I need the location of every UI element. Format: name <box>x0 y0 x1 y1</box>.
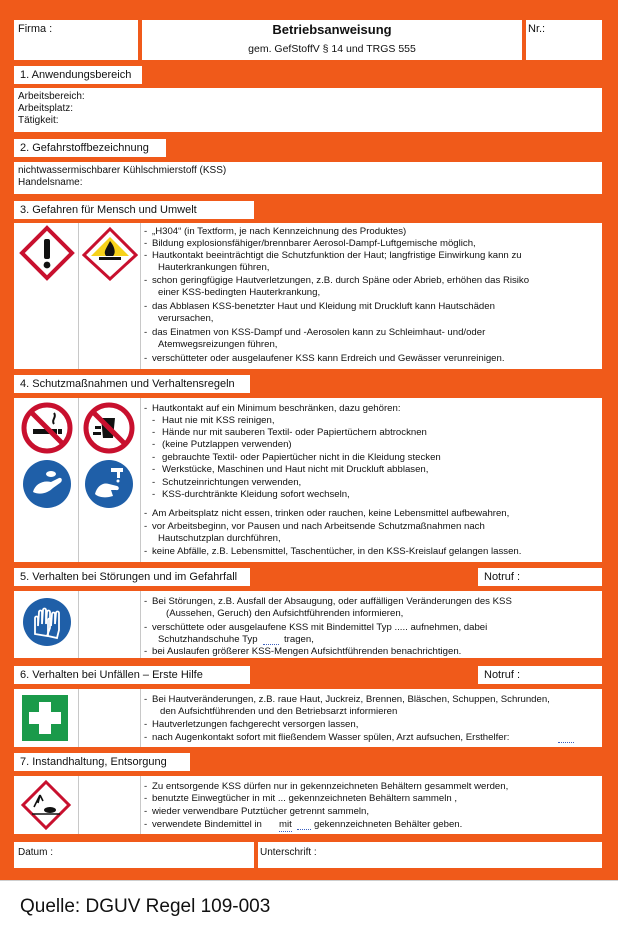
dash: - <box>144 646 148 657</box>
binder-container-blank[interactable]: mit <box>279 819 292 830</box>
bullet-gloves-type: Schutzhandschuhe Typ <box>158 634 258 645</box>
dash: - <box>152 415 156 426</box>
dash: - <box>144 694 148 705</box>
bullet-skin-injuries: Hautverletzungen fachgerecht versorgen lassen, <box>152 719 359 730</box>
bullet-minimize-contact: Hautkontakt auf ein Minimum beschränken, dazu gehören: <box>152 403 401 414</box>
header-nr-cell[interactable] <box>526 20 602 60</box>
bullet-inhalation: das Einatmen von KSS-Dampf und -Aerosolen kann zu Schleimhaut- und/oder <box>152 327 486 338</box>
bullet-h304: „H304“ (in Textform, je nach Kennzeichnung des Produktes) <box>152 226 407 237</box>
bullet-protective-devices: Schutzeinrichtungen verwenden, <box>162 477 302 488</box>
page-title: Betriebsanweisung <box>272 22 392 37</box>
section-1-heading: 1. Anwendungsbereich <box>14 66 142 84</box>
gloves-type-blank[interactable] <box>263 634 279 645</box>
header-firma-cell[interactable] <box>14 20 138 60</box>
source-caption: Quelle: DGUV Regel 109-003 <box>20 896 271 917</box>
bullet-no-waste: keine Abfälle, z.B. Lebensmittel, Taschentücher, in den KSS-Kreislauf gelangen lassen. <box>152 546 522 557</box>
section-6-heading: 6. Verhalten bei Unfällen – Erste Hilfe <box>14 666 250 684</box>
bullet-minor-injuries: schon geringfügige Hautverletzungen, z.B. durch Späne oder Abrieb, erhöhen das Risiko <box>152 275 530 286</box>
section-3-divider-b <box>140 223 141 369</box>
bullet-no-compressed-air: Werkstücke, Maschinen und Haut nicht mit Druckluft abblasen, <box>162 464 429 475</box>
section-4-divider-b <box>140 398 141 562</box>
section-6-header <box>8 666 610 684</box>
section-7-body <box>14 776 602 834</box>
bullet-gloves-wear: tragen, <box>284 634 314 645</box>
dash: - <box>144 226 148 237</box>
section-2-body[interactable] <box>14 162 602 194</box>
section-5-body <box>14 591 602 658</box>
dash: - <box>152 489 156 500</box>
section-2-header <box>8 139 610 157</box>
bullet-large-leak: bei Auslaufen größerer KSS-Mengen Aufsichtführenden benachrichtigen. <box>152 646 462 657</box>
section-3-body <box>14 223 602 369</box>
dash: - <box>144 508 148 519</box>
dash: - <box>144 301 148 312</box>
bullet-skin-contact: Hautkontakt beeinträchtigt die Schutzfunktion der Haut; langfristige Einwirkung kann zu <box>152 250 522 261</box>
dash: - <box>144 250 148 261</box>
section-7-header <box>8 753 610 771</box>
dash: - <box>152 452 156 463</box>
dash: - <box>152 439 156 450</box>
section-4-body <box>14 398 602 562</box>
unterschrift-cell[interactable] <box>258 842 602 868</box>
header-title-cell <box>142 20 522 60</box>
section-5-header <box>8 568 610 586</box>
bullet-skin-protection-plan-cont: Hautschutzplan durchführen, <box>158 533 281 544</box>
bullet-spilled-kss: verschüttete oder ausgelaufene KSS mit Bindemittel Typ ..... aufnehmen, dabei <box>152 622 488 633</box>
dash: - <box>144 521 148 532</box>
bullet-skin-changes: Bei Hautveränderungen, z.B. raue Haut, Juckreiz, Brennen, Bläschen, Schuppen, Schrunden, <box>152 694 550 705</box>
first-aid-icon <box>20 693 70 743</box>
bullet-malfunction-cont: (Aussehen, Geruch) den Aufsichtführenden informieren, <box>166 608 404 619</box>
substance-name: nichtwassermischbarer Kühlschmierstoff (KSS) <box>18 165 227 176</box>
section-7-divider-b <box>140 776 141 834</box>
firma-label: Firma : <box>18 23 53 35</box>
section-6-divider-a <box>78 689 79 747</box>
section-5-divider-a <box>78 591 79 658</box>
dash: - <box>144 596 148 607</box>
unterschrift-label: Unterschrift : <box>260 847 317 858</box>
dash: - <box>144 819 148 830</box>
dash: - <box>144 275 148 286</box>
binder-label-blank[interactable] <box>297 819 311 830</box>
section-4-divider-a <box>78 398 79 562</box>
no-smoking-icon <box>21 402 73 454</box>
bullet-disposal: Zu entsorgende KSS dürfen nur in gekennzeichneten Behältern gesammelt werden, <box>152 781 509 792</box>
bullet-binder-used: verwendete Bindemittel in <box>152 819 262 830</box>
bullet-never-clean-skin: Haut nie mit KSS reinigen, <box>162 415 275 426</box>
exclamation-mark-icon <box>19 225 75 281</box>
section-7-heading: 7. Instandhaltung, Entsorgung <box>14 753 190 771</box>
dash: - <box>144 622 148 633</box>
nr-label: Nr.: <box>528 23 546 35</box>
section-4-heading: 4. Schutzmaßnahmen und Verhaltensregeln <box>14 375 250 393</box>
bullet-skin-changes-cont: den Aufsichtführenden und den Betriebsarzt informieren <box>160 706 398 717</box>
section-5-heading: 5. Verhalten bei Störungen und im Gefahrfall <box>14 568 250 586</box>
dash: - <box>152 427 156 438</box>
dash: - <box>144 327 148 338</box>
bullet-used-towels: gebrauchte Textil- oder Papiertücher nicht in die Kleidung stecken <box>162 452 441 463</box>
handelsname-label: Handelsname: <box>18 177 83 188</box>
section-6-notruf[interactable]: Notruf : <box>478 666 602 684</box>
dash: - <box>144 546 148 557</box>
section-1-body[interactable] <box>14 88 602 132</box>
section-6-body <box>14 689 602 747</box>
no-eating-drinking-icon <box>83 402 135 454</box>
hand-washing-icon <box>83 458 135 510</box>
bullet-compressed-air-cont: verursachen, <box>158 313 214 324</box>
bullet-skin-contact-cont: Hauterkrankungen führen, <box>158 262 270 273</box>
dash: - <box>144 793 148 804</box>
bullet-eye-contact: nach Augenkontakt sofort mit fließendem Wasser spülen, Arzt aufsuchen, Ersthelfer: <box>152 732 510 743</box>
dash: - <box>152 477 156 488</box>
bullet-malfunction: Bei Störungen, z.B. Ausfall der Absaugung, oder auffälligen Veränderungen des KSS <box>152 596 512 607</box>
dash: - <box>144 719 148 730</box>
datum-cell[interactable] <box>14 842 254 868</box>
bullet-compressed-air: das Abblasen KSS-benetzter Haut und Kleidung mit Druckluft kann Hautschäden <box>152 301 495 312</box>
section-3-header <box>8 201 610 219</box>
arbeitsplatz-label: Arbeitsplatz: <box>18 103 74 114</box>
dash: - <box>152 464 156 475</box>
dash: - <box>144 238 148 249</box>
section-7-divider-a <box>78 776 79 834</box>
arbeitsbereich-label: Arbeitsbereich: <box>18 91 85 102</box>
bullet-no-rags: (keine Putzlappen verwenden) <box>162 439 292 450</box>
section-6-divider-b <box>140 689 141 747</box>
section-5-notruf[interactable]: Notruf : <box>478 568 602 586</box>
section-3-heading: 3. Gefahren für Mensch und Umwelt <box>14 201 254 219</box>
datum-label: Datum : <box>18 847 54 858</box>
bullet-binder-container: gekennzeichneten Behälter geben. <box>314 819 463 830</box>
bullet-spill: verschütteter oder ausgelaufener KSS kann Erdreich und Gewässer verunreinigen. <box>152 353 505 364</box>
dash: - <box>144 403 148 414</box>
taetigkeit-label: Tätigkeit: <box>18 115 59 126</box>
section-5-divider-b <box>140 591 141 658</box>
bullet-explosive: Bildung explosionsfähiger/brennbarer Aerosol-Dampf-Luftgemische möglich, <box>152 238 476 249</box>
dash: - <box>144 806 148 817</box>
bullet-inhalation-cont: Atemwegsreizungen führen, <box>158 339 278 350</box>
section-2-heading: 2. Gefahrstoffbezeichnung <box>14 139 166 157</box>
page-subtitle: gem. GefStoffV § 14 und TRGS 555 <box>248 43 416 55</box>
ersthelfer-blank[interactable] <box>558 732 574 743</box>
section-3-divider-a <box>78 223 79 369</box>
protective-gloves-icon <box>21 596 73 648</box>
bullet-minor-injuries-cont: einer KSS-bedingten Hauterkrankung, <box>158 287 321 298</box>
environment-hazard-icon <box>20 779 72 831</box>
bullet-reusable-towels: wieder verwendbare Putztücher getrennt sammeln, <box>152 806 370 817</box>
dash: - <box>144 732 148 743</box>
skin-protection-icon <box>21 458 73 510</box>
bullet-change-clothes: KSS-durchtränkte Kleidung sofort wechseln, <box>162 489 350 500</box>
bullet-skin-protection-plan: vor Arbeitsbeginn, vor Pausen und nach Arbeitsende Schutzmaßnahmen nach <box>152 521 485 532</box>
source-footer <box>0 880 618 932</box>
bullet-disposable-wipes: benutzte Einwegtücher in mit ... gekennzeichneten Behältern sammeln , <box>152 793 458 804</box>
flammable-icon <box>82 225 138 281</box>
bullet-no-eating: Am Arbeitsplatz nicht essen, trinken oder rauchen, keine Lebensmittel aufbewahren, <box>152 508 510 519</box>
dash: - <box>144 781 148 792</box>
section-4-header <box>8 375 610 393</box>
section-1-header <box>8 66 610 84</box>
bullet-dry-hands: Hände nur mit sauberen Textil- oder Papiertüchern abtrocknen <box>162 427 427 438</box>
dash: - <box>144 353 148 364</box>
